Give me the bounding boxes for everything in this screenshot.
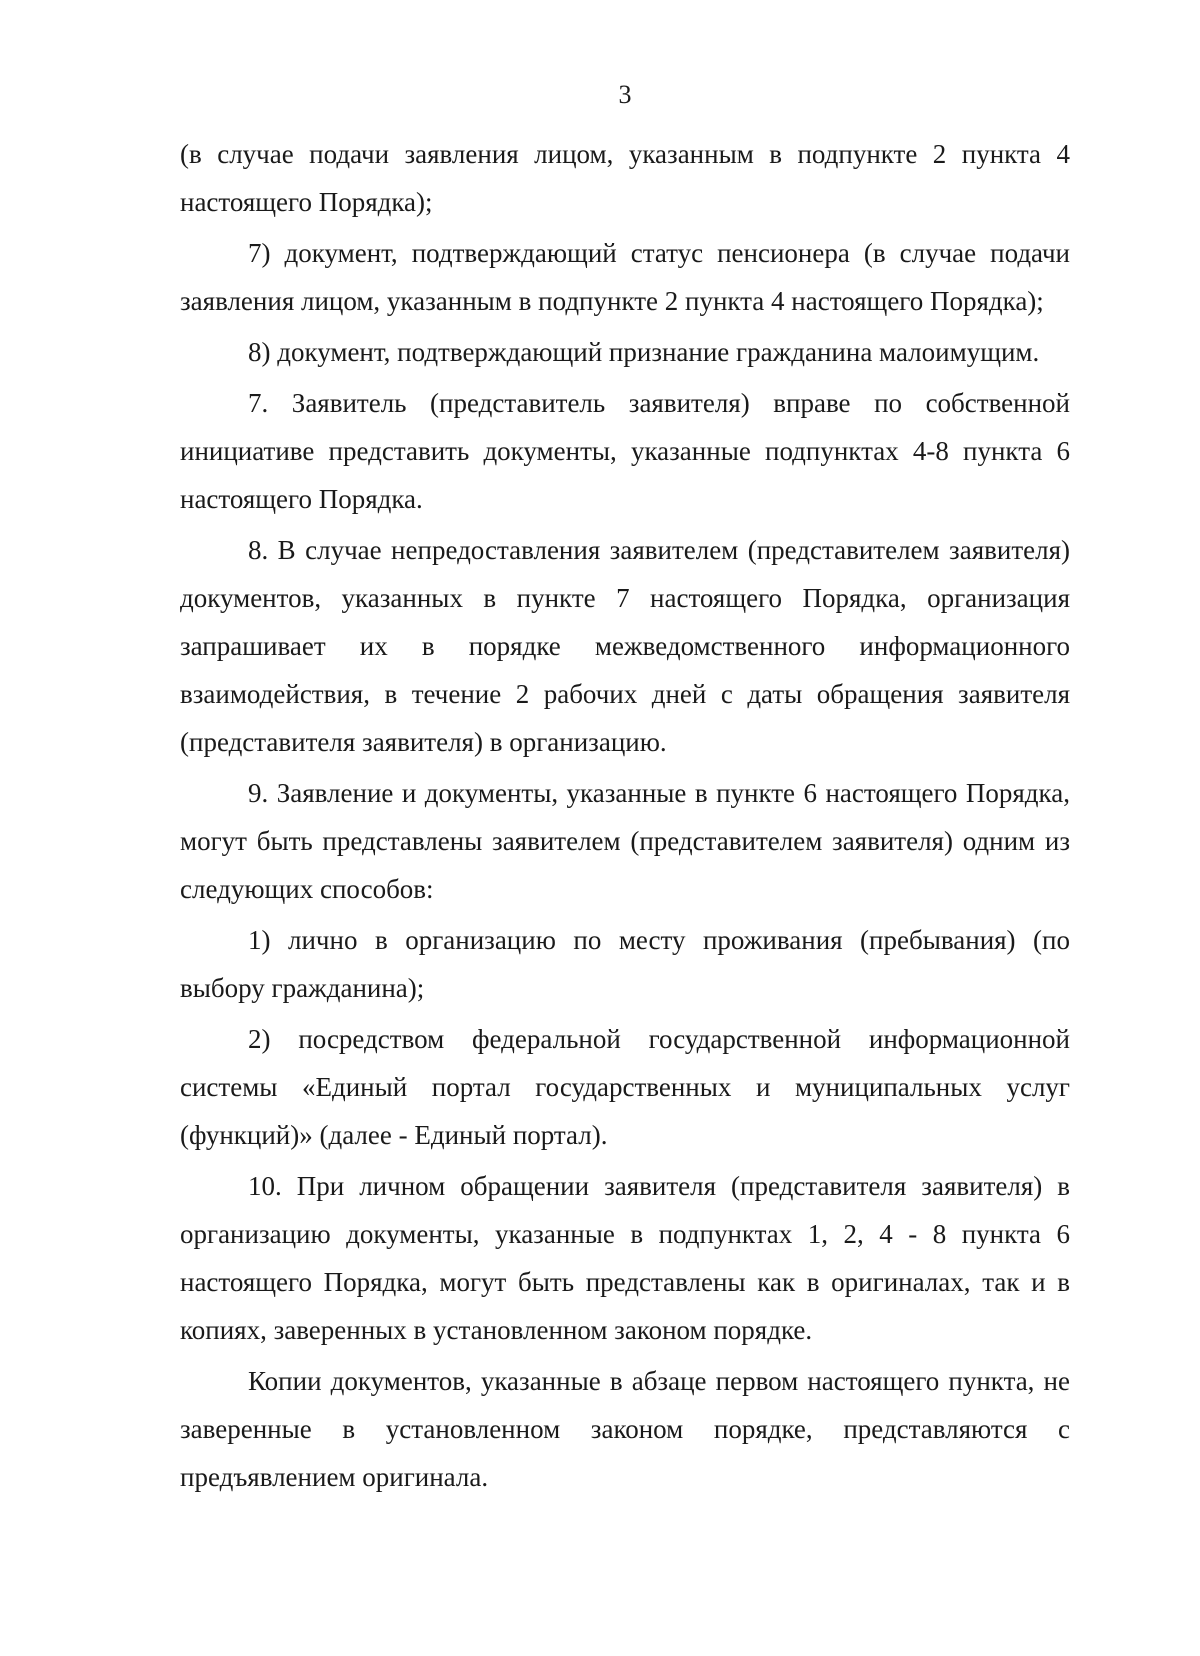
document-body: [180, 130, 1070, 1504]
paragraph-continuation: (в случае подачи заявления лицом, указанным в подпункте 2 пункта 4 настоящего Порядка);: [180, 139, 1070, 217]
paragraph-clause-9-item-1: 1) лично в организацию по месту проживания (пребывания) (по выбору гражданина);: [180, 925, 1070, 1003]
paragraph-clause-7: 7. Заявитель (представитель заявителя) вправе по собственной инициативе представить документы, указанные подпунктах 4-8 пункта 6 настоящего Порядка.: [180, 388, 1070, 514]
page-number: 3: [618, 80, 632, 109]
paragraph-item-8-low-income: 8) документ, подтверждающий признание гражданина малоимущим.: [248, 337, 1040, 367]
paragraph-clause-10: 10. При личном обращении заявителя (представителя заявителя) в организацию документы, указанные в подпунктах 1, 2, 4 - 8 пункта 6 настоящего Порядка, могут быть представлены как в оригиналах, так и в копиях, заверенных в установленном законом порядке.: [180, 1171, 1070, 1345]
paragraph-item-7-pensioner-status: 7) документ, подтверждающий статус пенсионера (в случае подачи заявления лицом, указанным в подпункте 2 пункта 4 настоящего Порядка);: [180, 238, 1070, 316]
paragraph-clause-8: 8. В случае непредоставления заявителем (представителем заявителя) документов, указанных в пункте 7 настоящего Порядка, организация запрашивает их в порядке межведомственного информационного взаимодействия, в течение 2 рабочих дней с даты обращения заявителя (представителя заявителя) в организацию.: [180, 535, 1070, 757]
paragraph-clause-9-item-2: 2) посредством федеральной государственной информационной системы «Единый портал государственных и муниципальных услуг (функций)» (далее - Единый портал).: [180, 1024, 1070, 1150]
paragraph-clause-10-copies: Копии документов, указанные в абзаце первом настоящего пункта, не заверенные в установленном законом порядке, представляются с предъявлением оригинала.: [180, 1366, 1070, 1492]
paragraph-clause-9: 9. Заявление и документы, указанные в пункте 6 настоящего Порядка, могут быть представлены заявителем (представителем заявителя) одним из следующих способов:: [180, 778, 1070, 904]
